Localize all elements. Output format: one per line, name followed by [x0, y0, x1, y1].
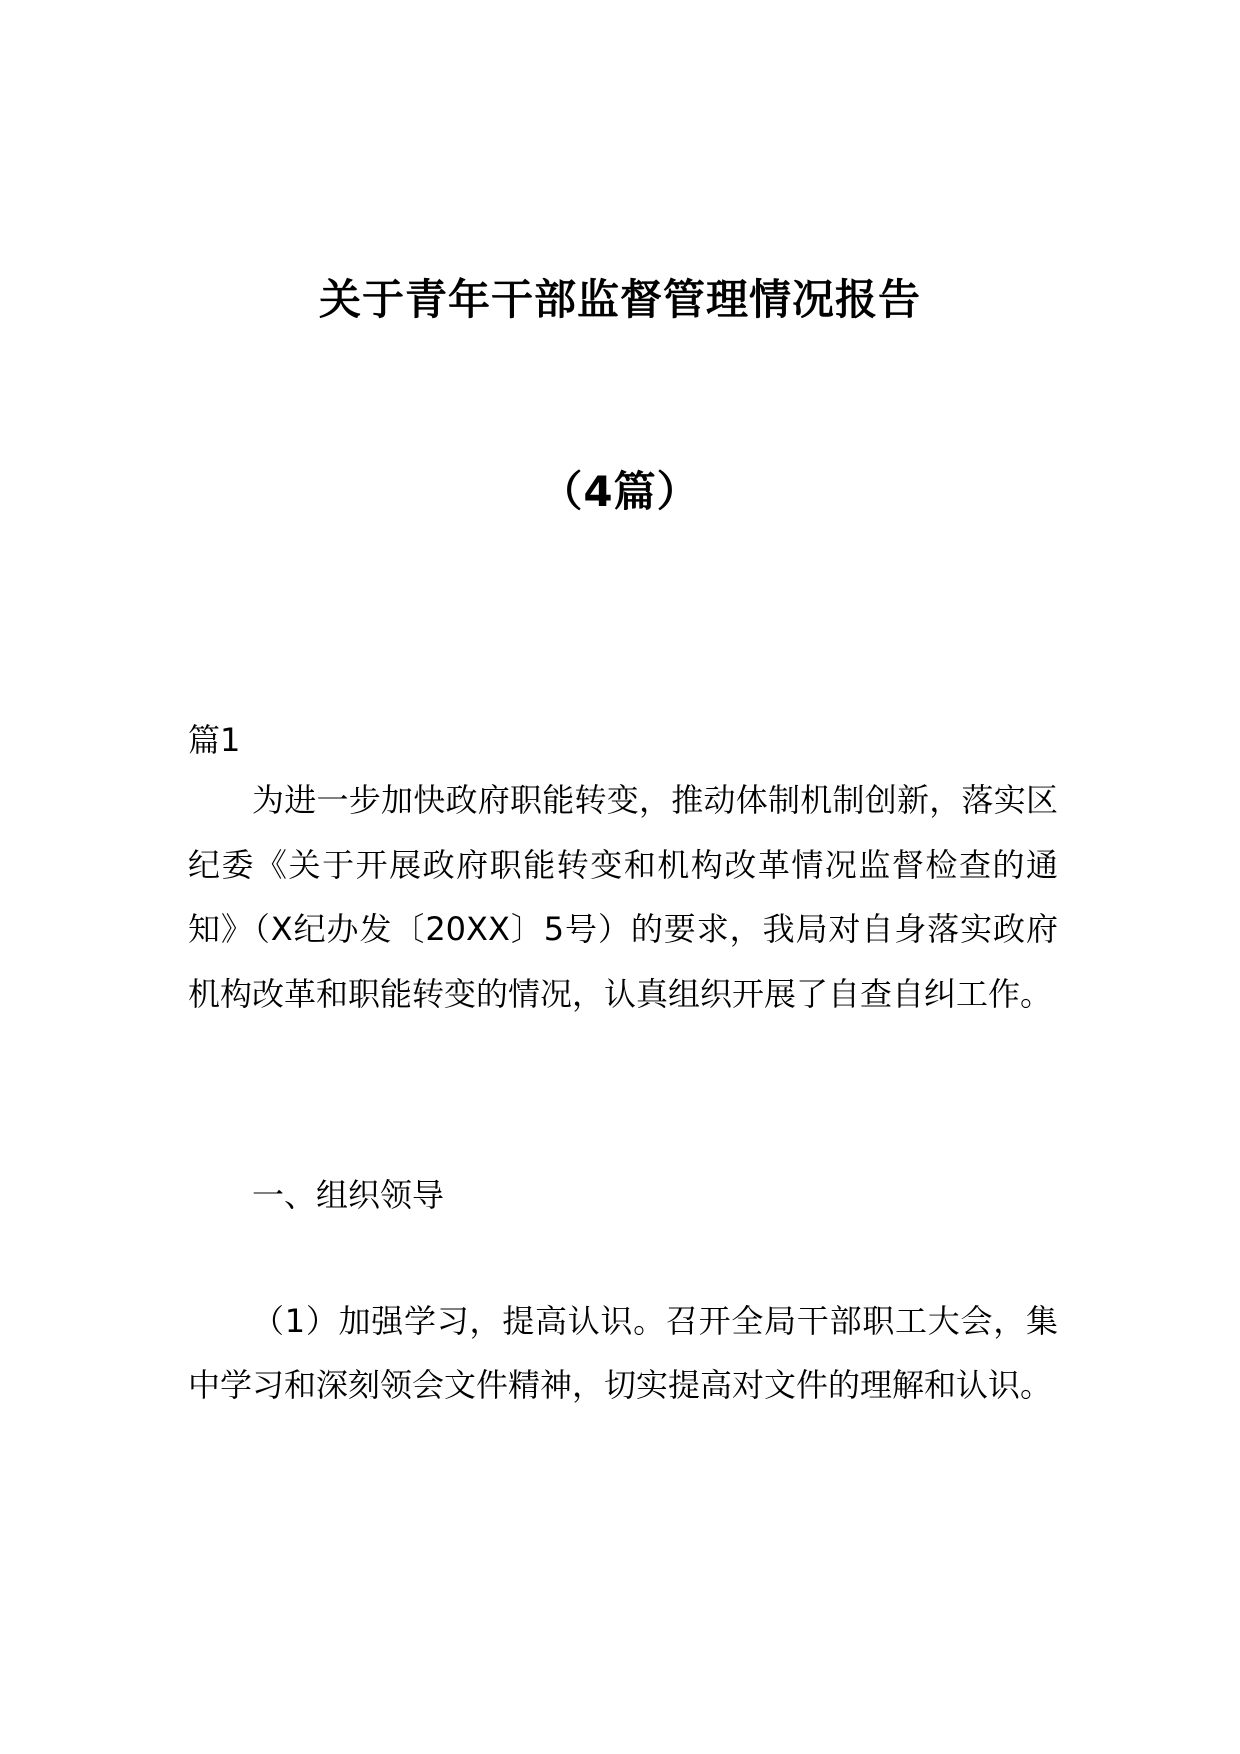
intro-paragraph: 为进一步加快政府职能转变，推动体制机制创新，落实区纪委《关于开展政府职能转变和机构改革情况监督检查的通知》（X纪办发〔20XX〕5号）的要求，我局对自身落实政府机构改革和职能转变的情况，认真组织开展了自查自纠工作。: [188, 781, 1058, 1013]
section-heading: 一、组织领导: [252, 1176, 445, 1214]
body-paragraph: （1）加强学习，提高认识。召开全局干部职工大会，集中学习和深刻领会文件精神，切实提高对文件的理解和认识。: [188, 1302, 1058, 1404]
part-label: 篇1: [188, 721, 241, 759]
document-subtitle: （4篇）: [540, 467, 700, 516]
document-title: 关于青年干部监督管理情况报告: [318, 275, 921, 324]
